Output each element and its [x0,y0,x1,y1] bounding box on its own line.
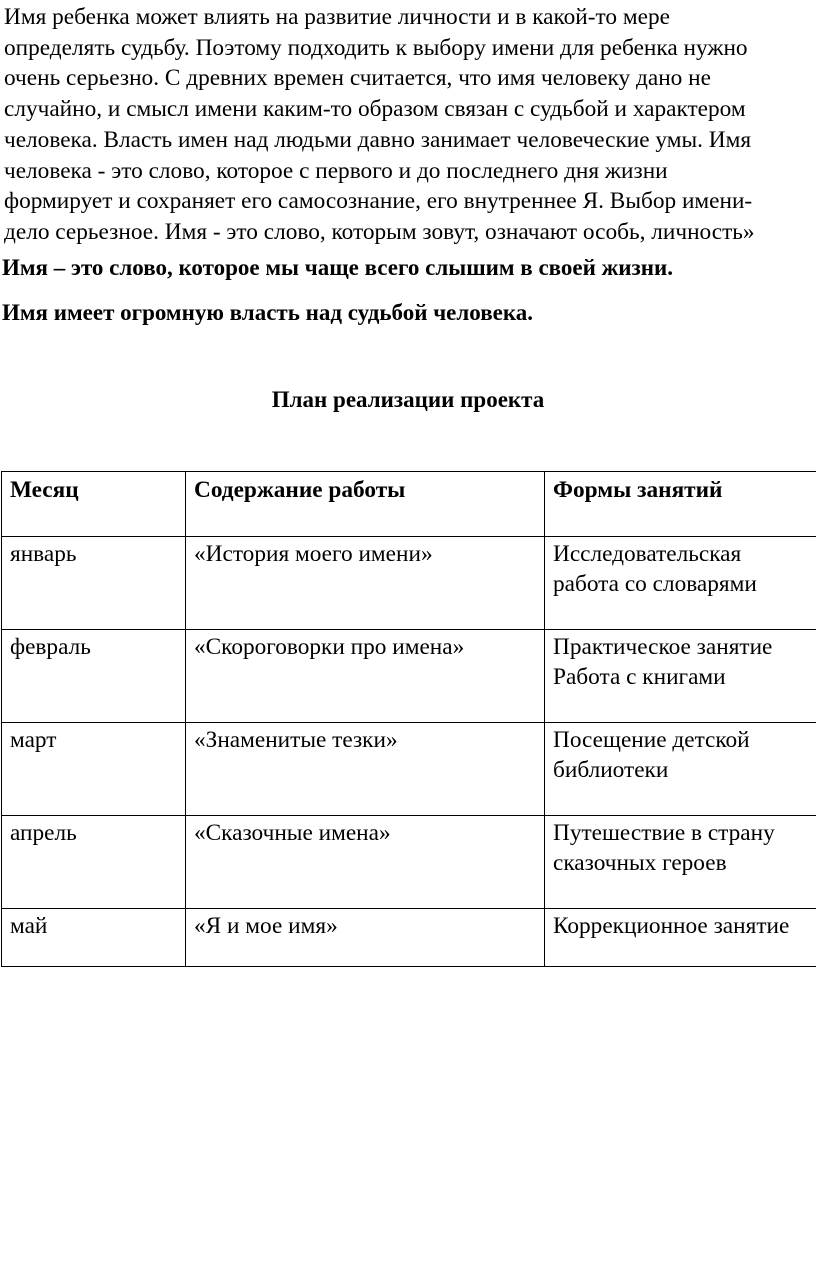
cell-month: январь [2,537,186,630]
plan-title: План реализации проекта [271,387,545,412]
intro-line: случайно, и смысл имени каким-то образом связан с судьбой и характером [4,96,746,123]
cell-month: май [2,909,186,967]
cell-content: «Сказочные имена» [186,816,545,909]
header-forms: Формы занятий [545,472,816,537]
cell-month: февраль [2,630,186,723]
table-row [2,816,816,909]
cell-month: март [2,723,186,816]
cell-forms-line: Работа с книгами [553,664,726,690]
table-row [2,537,816,630]
cell-content: «Знаменитые тезки» [186,723,545,816]
cell-forms [545,816,816,909]
header-content: Содержание работы [186,472,545,537]
intro-line: формирует и сохраняет его самосознание, его внутреннее Я. Выбор имени- [4,188,753,215]
table-row [2,909,816,967]
intro-line: дело серьезное. Имя - это слово, которым зовут, означают особь, личность» [4,218,755,245]
cell-forms [545,537,816,630]
table-row [2,723,816,816]
intro-line: человека. Власть имен над людьми давно занимает человеческие умы. Имя [4,126,752,153]
statement-name-word: Имя – это слово, которое мы чаще всего слышим в своей жизни. [2,255,674,280]
cell-forms-line: Коррекционное занятие [553,913,790,939]
cell-forms-line: Практическое занятие [553,634,773,660]
cell-forms [545,909,816,967]
cell-content: «История моего имени» [186,537,545,630]
intro-line: очень серьезно. С древних времен считается, что имя человеку дано не [4,65,711,92]
intro-paragraph [4,2,814,248]
statement-name-power: Имя имеет огромную власть над судьбой человека. [2,300,533,325]
plan-table [1,471,816,967]
cell-content: «Я и мое имя» [186,909,545,967]
cell-forms [545,723,816,816]
intro-line: Имя ребенка может влиять на развитие личности и в какой-то мере [4,4,670,30]
table-row [2,630,816,723]
cell-forms-line: работа со словарями [553,571,757,597]
table-header-row [2,472,816,537]
intro-line: человека - это слово, которое с первого и до последнего дня жизни [4,157,668,184]
intro-line: определять судьбу. Поэтому подходить к выбору имени для ребенка нужно [4,34,748,61]
cell-forms-line: Путешествие в страну [553,820,775,846]
cell-forms-line: библиотеки [553,757,669,783]
cell-forms-line: сказочных героев [553,850,727,876]
cell-forms [545,630,816,723]
cell-forms-line: Исследовательская [553,541,742,567]
header-month: Месяц [2,472,186,537]
cell-content: «Скороговорки про имена» [186,630,545,723]
cell-forms-line: Посещение детской [553,727,750,753]
cell-month: апрель [2,816,186,909]
